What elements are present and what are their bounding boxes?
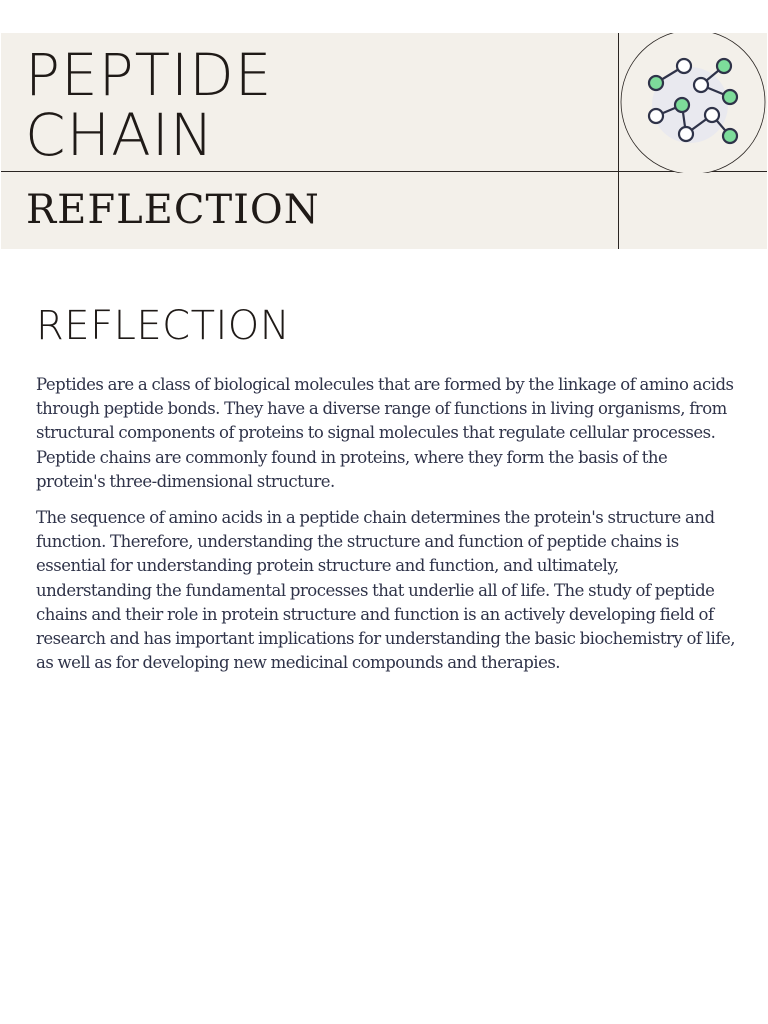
header-divider-vertical xyxy=(618,33,619,249)
molecule-node xyxy=(679,127,693,141)
page-title xyxy=(25,41,273,169)
molecule-node xyxy=(649,109,663,123)
molecule-node xyxy=(705,108,719,122)
molecule-node xyxy=(677,59,691,73)
title-line-chain: CHAIN xyxy=(25,101,215,169)
molecule-node xyxy=(723,129,737,143)
section-heading: REFLECTION xyxy=(36,303,291,349)
body-text xyxy=(36,373,736,687)
molecule-node xyxy=(694,78,708,92)
header-subtitle: REFLECTION xyxy=(26,187,320,233)
molecule-node xyxy=(675,98,689,112)
paragraph: The sequence of amino acids in a peptide chain determines the protein's structure and function. Therefore, understanding the structure and function of peptide chains is essential for understanding protein structure and function, and ultimately, understanding the fundamental processes that underlie all of life. The study of peptide chains and their role in protein structure and function is an actively developing field of research and has important implications for understanding the basic biochemistry of life, as well as for developing new medicinal compounds and therapies. xyxy=(36,508,735,673)
header-banner xyxy=(1,33,767,249)
molecule-node xyxy=(649,76,663,90)
molecule-node xyxy=(717,59,731,73)
paragraph: Peptides are a class of biological molecules that are formed by the linkage of amino acids through peptide bonds. They have a diverse range of functions in living organisms, from structural components of proteins to signal molecules that regulate cellular processes. Peptide chains are commonly found in proteins, where they form the basis of the protein's three-dimensional structure. xyxy=(36,375,734,491)
molecule-node xyxy=(723,90,737,104)
molecule-network-icon xyxy=(620,33,768,173)
title-line-peptide: PEPTIDE xyxy=(25,41,273,109)
